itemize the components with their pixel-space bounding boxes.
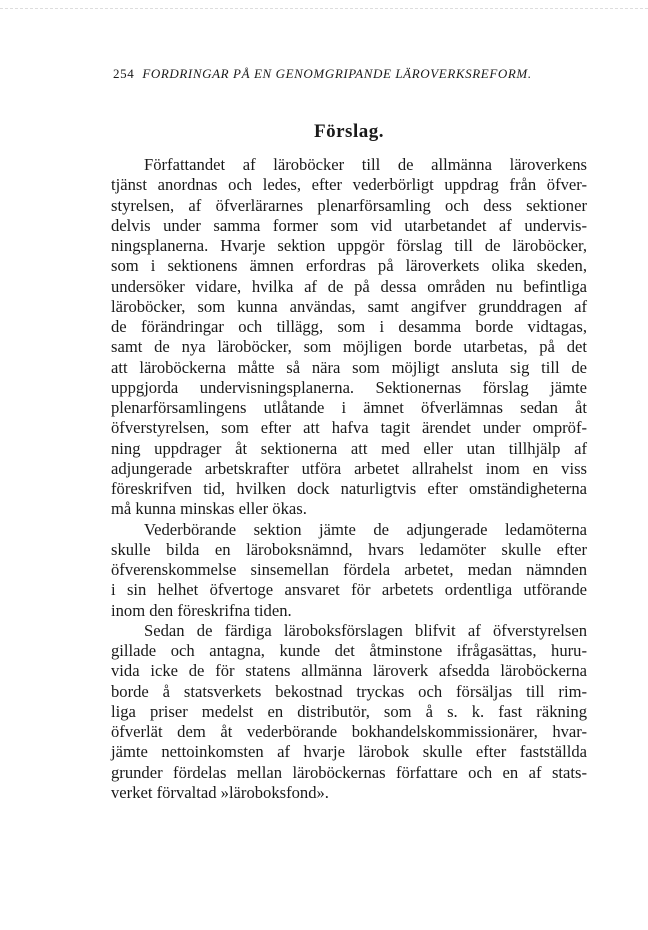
text-line: gillade och antagna, kunde det åtminstone ifrågasättas, huru- <box>111 641 587 660</box>
text-line: i sin helhet öfvertoge ansvaret för arbetets ordentliga utförande <box>111 580 587 600</box>
text-line: uppgjorda undervisningsplanerna. Sektionernas förslag jämte <box>111 377 587 397</box>
text-line: öfverstyrelsen, som efter att hafva tagit ärendet under ompröf- <box>111 418 587 438</box>
text-line: tjänst anordnas och ledes, efter vederbörligt uppdrag från öfver- <box>111 175 587 195</box>
text-line: ningsplanerna. Hvarje sektion uppgör förslag till de läroböcker, <box>111 236 587 255</box>
text-line: Författandet af läroböcker till de allmänna läroverkens <box>144 155 587 174</box>
text-line: ning uppdrager åt sektionerna att med eller utan tillhjälp af <box>111 438 587 458</box>
paragraph <box>111 520 587 621</box>
text-line: läroböcker, som kunna användas, samt angifver grunddragen af <box>111 296 587 316</box>
text-line: att läroböckerna måtte så nära som möjligt ansluta sig till de <box>111 357 587 377</box>
section-title: Förslag. <box>314 121 384 142</box>
paragraph <box>111 621 587 803</box>
text-line: öfverlät dem åt vederbörande bokhandelskommissionärer, hvar- <box>111 722 587 741</box>
text-line: skulle bilda en läroboksnämnd, hvars ledamöter skulle efter <box>111 539 587 559</box>
text-line: adjungerade arbetskrafter utföra arbetet allrahelst inom en viss <box>111 458 587 478</box>
running-title: FORDRINGAR PÅ EN GENOMGRIPANDE LÄROVERKSREFORM. <box>142 66 532 81</box>
text-line: plenarförsamlingens utlåtande i ämnet öfverlämnas sedan åt <box>111 398 587 417</box>
text-line: undersöker vidare, hvilka af de på dessa områden nu befintliga <box>111 276 587 296</box>
running-header <box>113 66 587 82</box>
text-line: öfverenskommelse sinsemellan fördela arbetet, medan nämnden <box>111 560 587 579</box>
text-line: som i sektionens ämnen erfordras på läroverkets olika skeden, <box>111 256 587 276</box>
text-line: vida icke de för statens allmänna läroverk afsedda läroböckerna <box>111 661 587 681</box>
text-line: styrelsen, af öfverlärarnes plenarförsamling och dess sektioner <box>111 195 587 215</box>
text-line: delvis under samma former som vid utarbetandet af undervis- <box>111 215 587 235</box>
text-line: de förändringar och tillägg, som i desamma borde vidtagas, <box>111 317 587 336</box>
text-line: Sedan de färdiga läroboksförslagen blifvit af öfverstyrelsen <box>144 620 587 640</box>
scan-edge-line <box>0 8 648 9</box>
text-line: föreskrifven tid, hvilken dock naturligtvis efter omständigheterna <box>111 479 587 498</box>
body-text <box>111 155 587 803</box>
text-line: jämte nettoinkomsten af hvarje lärobok skulle efter fastställda <box>111 742 587 762</box>
page-number: 254 <box>113 66 135 81</box>
text-line: inom den föreskrifna tiden. <box>111 600 292 620</box>
paragraph <box>111 155 587 520</box>
text-line: borde å statsverkets bekostnad tryckas och försäljas till rim- <box>111 681 587 701</box>
text-line: Vederbörande sektion jämte de adjungerade ledamöterna <box>144 519 587 539</box>
text-line: må kunna minskas eller ökas. <box>111 499 307 519</box>
text-line: samt de nya läroböcker, som möjligen borde utarbetas, på det <box>111 337 587 357</box>
text-line: verket förvaltad »läroboksfond». <box>111 782 329 802</box>
text-line: liga priser medelst en distributör, som å s. k. fast räkning <box>111 701 587 721</box>
text-line: grunder fördelas mellan läroböckernas författare och en af stats- <box>111 762 587 782</box>
